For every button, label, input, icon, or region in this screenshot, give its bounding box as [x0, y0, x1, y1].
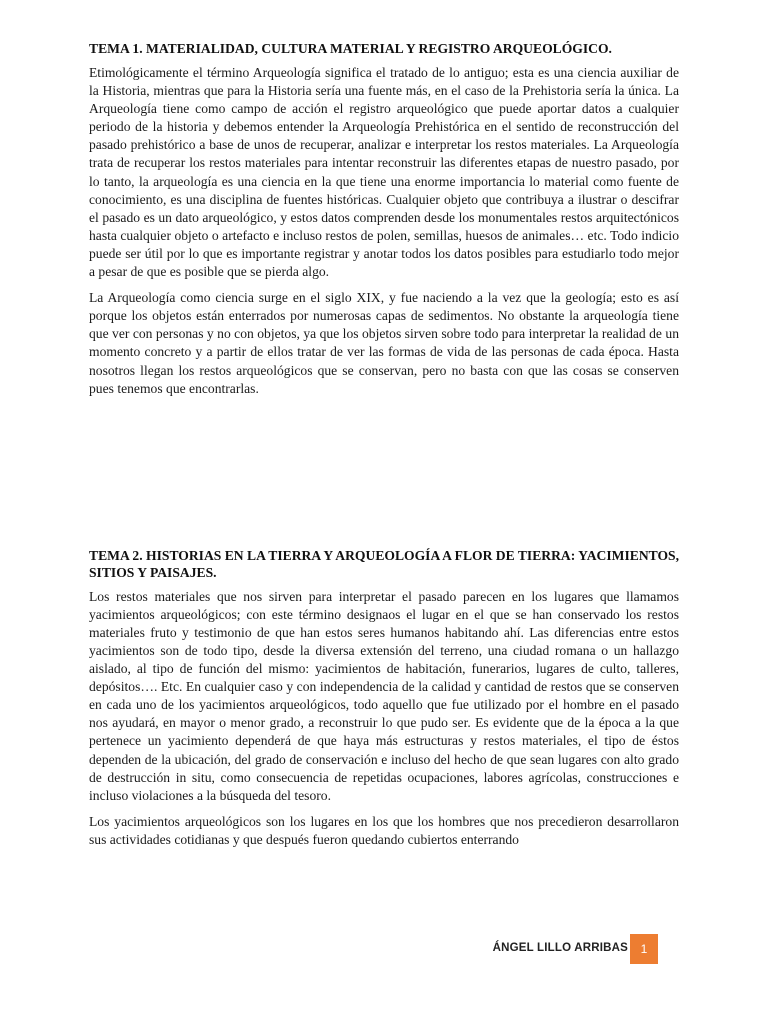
section-spacer: [89, 406, 679, 547]
section-tema-1: [89, 40, 679, 398]
body-paragraph: Etimológicamente el término Arqueología significa el tratado de lo antiguo; esta es una ciencia auxiliar de la Historia, mientras que para la Historia sería una fuente más, en el caso de la Prehistoria sería la única. La Arqueología tiene como campo de acción el registro arqueológico que puede aportar datos a cualquier periodo de la historia y debemos entender la Arqueología Prehistórica en el sentido de reconstrucción del pasado prehistórico a base de unos de recuperar, analizar e interpretar los restos materiales. La Arqueología trata de recuperar los restos materiales para intentar reconstruir las diferentes etapas de nuestro pasado, por lo tanto, la arqueología es una ciencia en la que tiene una enorme importancia lo material como fuente de conocimiento, es una disciplina de fuentes históricas. Cualquier objeto que contribuya a ilustrar o descifrar el pasado es un dato arqueológico, y estos datos comprenden desde los monumentales restos arquitectónicos hasta cualquier objeto o artefacto e incluso restos de polen, semillas, huesos de animales… etc. Todo indicio puede ser útil por lo que es importante registrar y anotar todos los datos posibles para estudiarlo todo mejor a pesar de que es posible que se pierda algo.: [89, 65, 679, 280]
document-page: [89, 40, 679, 857]
section-tema-2: [89, 547, 679, 849]
body-paragraph: Los restos materiales que nos sirven para interpretar el pasado parecen en los lugares que llamamos yacimientos arqueológicos; con este término designaos el lugar en el que se han conservado los restos materiales fruto y testimonio de que han estos seres humanos habitando ahí. Las diferencias entre estos yacimientos son de todo tipo, desde la diversa extensión del terreno, una ciudad romana o un hallazgo aislado, al tipo de función del mismo: yacimientos de habitación, funerarios, lugares de culto, talleres, depósitos…. Etc. En cualquier caso y con independencia de la calidad y cantidad de restos que se conserven en cada uno de los yacimientos arqueológicos, todo aquello que fue utilizado por el hombre en el pasado nos ayudará, en mayor o menor grado, a reconstruir lo que pudo ser. Es evidente que de la época a la que pertenece un yacimiento dependerá de que haya más estructuras y restos materiales, el tipo de éstos dependen de la ubicación, del grado de conservación e incluso del hecho de que sean lugares con alto grado de destrucción in situ, como consecuencia de repetidas ocupaciones, labores agrícolas, construcciones e incluso violaciones a la búsqueda del tesoro.: [89, 588, 679, 803]
footer-author: ÁNGEL LILLO ARRIBAS: [492, 942, 628, 954]
section-heading: TEMA 2. HISTORIAS EN LA TIERRA Y ARQUEOLOGÍA A FLOR DE TIERRA: YACIMIENTOS, SITIOS Y PAISAJES.: [89, 547, 679, 580]
body-paragraph: Los yacimientos arqueológicos son los lugares en los que los hombres que nos precedieron desarrollaron sus actividades cotidianas y que después fueron quedando cubiertos enterrando: [89, 813, 679, 847]
page-footer: [480, 934, 680, 964]
body-paragraph: La Arqueología como ciencia surge en el siglo XIX, y fue naciendo a la vez que la geología; esto es así porque los objetos están enterrados por numerosas capas de sedimentos. No obstante la arqueología tiene que ver con personas y no con objetos, ya que los objetos sirven sobre todo para interpretar la realidad de un momento concreto y a partir de ellos tratar de ver las formas de vida de las personas de cada época. Hasta nosotros llegan los restos arqueológicos que se conservan, pero no basta con que las cosas se conserven pues tenemos que encontrarlas.: [89, 290, 679, 396]
section-heading: TEMA 1. MATERIALIDAD, CULTURA MATERIAL Y REGISTRO ARQUEOLÓGICO.: [89, 41, 612, 56]
page-number-badge: 1: [630, 934, 658, 964]
